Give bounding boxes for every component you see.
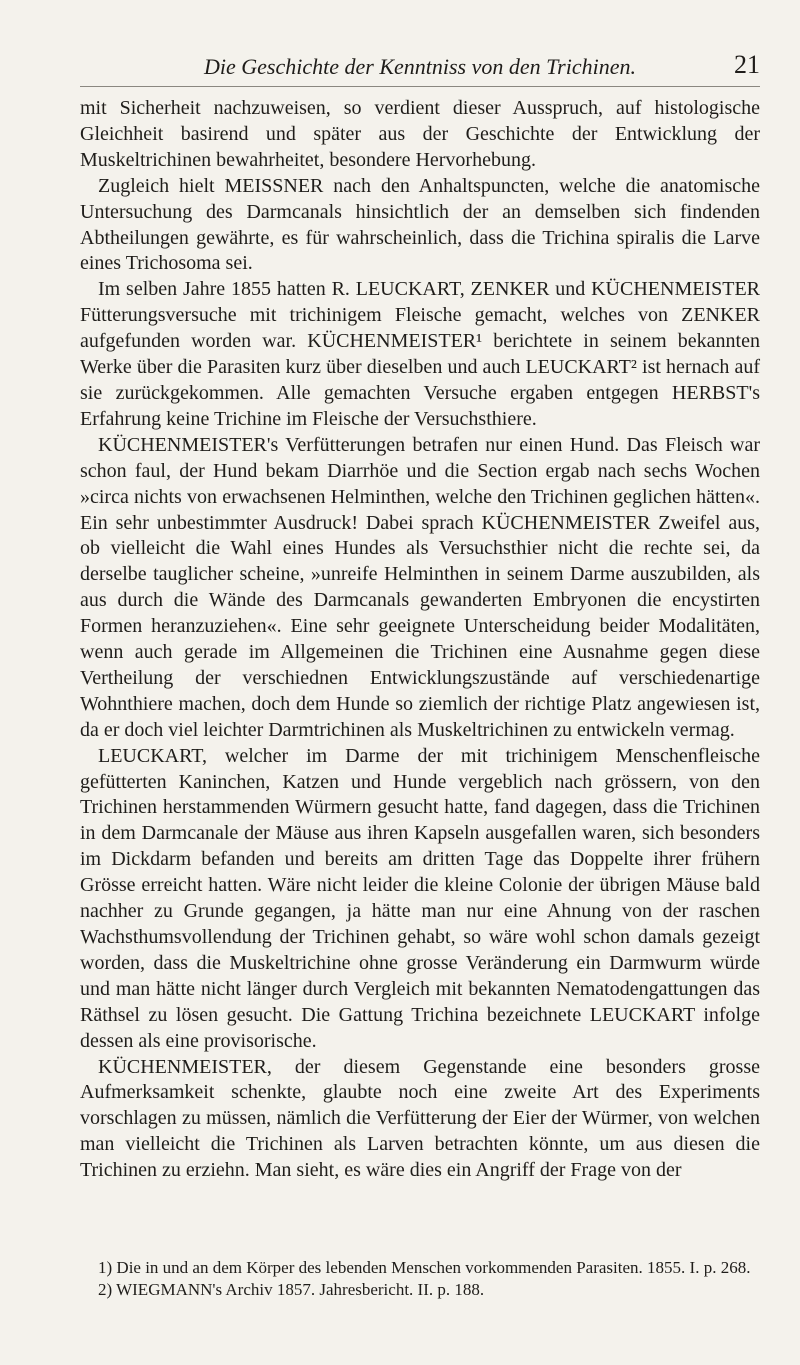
footnotes [80,1257,760,1301]
paragraph: Im selben Jahre 1855 hatten R. LEUCKART, ZENKER und KÜCHENMEISTER Fütterungsversuche mit trichinigem Fleische gemacht, welches von ZENKER aufgefunden worden war. KÜCHENMEISTER¹ berichtete in seinem bekannten Werke über die Parasiten kurz über dieselben und auch LEUCKART² ist hernach auf sie zurückgekommen. Alle gemachten Versuche ergaben entgegen HERBST's Erfahrung keine Trichine im Fleische der Versuchsthiere. [80,278,760,430]
paragraph: KÜCHENMEISTER's Verfütterungen betrafen nur einen Hund. Das Fleisch war schon faul, der Hund bekam Diarrhöe und die Section ergab nach sechs Wochen »circa nichts von erwachsenen Helminthen, welche den Trichinen geglichen hätten«. Ein sehr unbestimmter Ausdruck! Dabei sprach KÜCHENMEISTER Zweifel aus, ob vielleicht die Wahl eines Hundes als Versuchsthier nicht die rechte sei, da derselbe tauglicher scheine, »unreife Helminthen in seinem Darme auszubilden, als aus durch die Wände des Darmcanals gewanderten Embryonen die encystirten Formen heranzuziehen«. Eine sehr geeignete Unterscheidung beider Modalitäten, wenn auch gerade im Allgemeinen die Trichinen eine Ausnahme gegen diese Vertheilung der verschiednen Entwicklungszustände auf verschiedenartige Wohnthiere machen, doch dem Hunde so ziemlich der richtige Platz angewiesen ist, da er doch viel leichter Darmtrichinen als Muskeltrichinen zu entwickeln vermag. [80,433,760,741]
body-text [80,96,760,1184]
footnote: 2) WIEGMANN's Archiv 1857. Jahresbericht. II. p. 188. [98,1280,485,1299]
footnote: 1) Die in und an dem Körper des lebenden Menschen vorkommenden Parasiten. 1855. I. p. 268. [98,1258,751,1277]
paragraph: KÜCHENMEISTER, der diesem Gegenstande eine besonders grosse Aufmerksamkeit schenkte, glaubte noch eine zweite Art des Experiments vorschlagen zu müssen, nämlich die Verfütterung der Eier der Würmer, von welchen man vielleicht die Trichinen als Larven betrachten könnte, um aus diesen die Trichinen zu erziehn. Man sieht, es wäre dies ein Angriff der Frage von der [80,1055,760,1182]
paragraph: Zugleich hielt MEISSNER nach den Anhaltspuncten, welche die anatomische Untersuchung des Darmcanals hinsichtlich der an demselben sich findenden Abtheilungen gewährte, es für wahrscheinlich, dass die Trichina spiralis die Larve eines Trichosoma sei. [80,174,760,275]
page-number: 21 [734,50,760,79]
running-title: Die Geschichte der Kenntniss von den Trichinen. [204,54,636,79]
paragraph: mit Sicherheit nachzuweisen, so verdient dieser Ausspruch, auf histologische Gleichheit basirend und später aus der Geschichte der Entwicklung der Muskeltrichinen bewahrheitet, besondere Hervorhebung. [80,97,760,171]
paragraph: LEUCKART, welcher im Darme der mit trichinigem Menschenfleische gefütterten Kaninchen, Katzen und Hunde vergeblich nach grössern, von den Trichinen herstammenden Würmern gesucht hatte, fand dagegen, dass die Trichinen in dem Darmcanale der Mäuse aus ihren Kapseln ausgefallen waren, sich besonders im Dickdarm befanden und bereits am dritten Tage das Doppelte ihrer frühern Grösse erreicht hatten. Wäre nicht leider die kleine Colonie der übrigen Mäuse bald nachher zu Grunde gegangen, ja hätte man nur eine Ahnung von der raschen Wachsthumsvollendung der Trichinen gehabt, so wäre wohl schon damals gezeigt worden, dass die Muskeltrichine ohne grosse Veränderung ein Darmwurm würde und man hätte nicht länger durch Vergleich mit bekannten Nematodengattungen das Räthsel zu lösen gesucht. Die Gattung Trichina bezeichnete LEUCKART infolge dessen als eine provisorische. [80,744,760,1052]
running-header [80,50,760,87]
